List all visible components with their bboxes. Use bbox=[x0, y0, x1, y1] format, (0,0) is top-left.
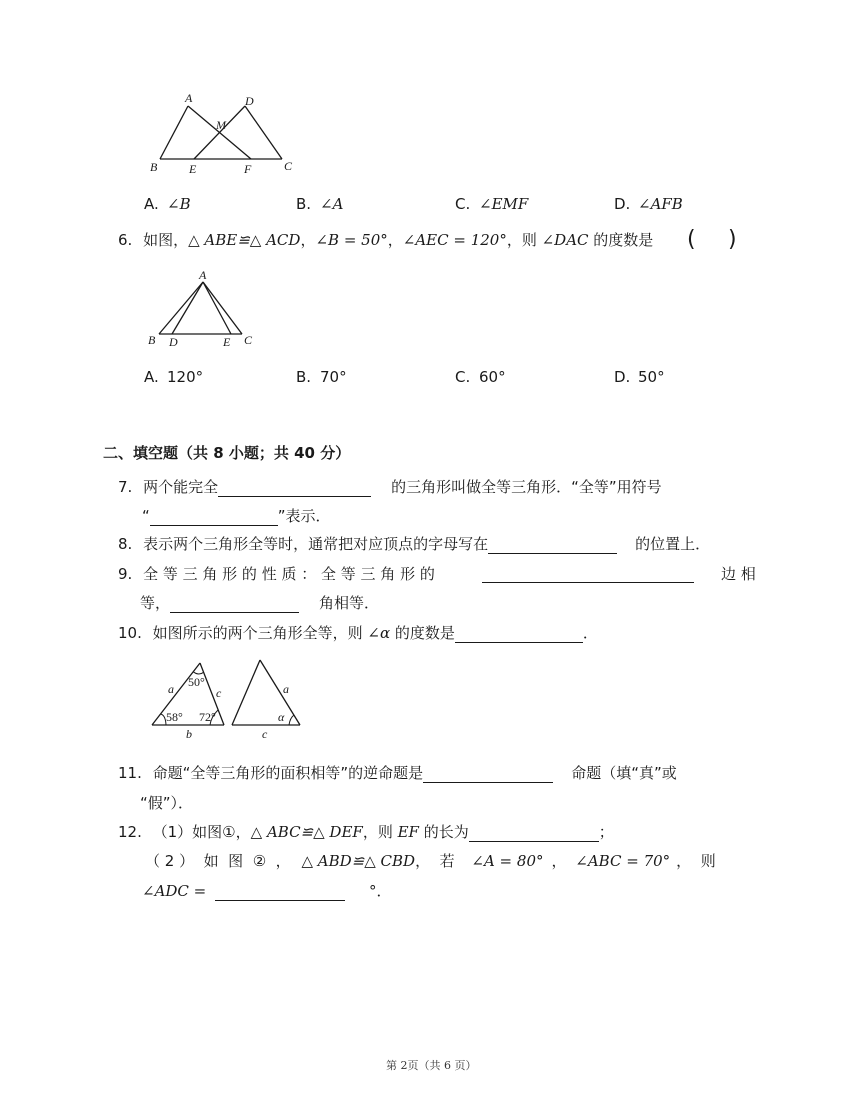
q6-label-e: E bbox=[223, 335, 231, 349]
q10-label-top-angle: 50° bbox=[188, 675, 205, 689]
q11-line-1 bbox=[118, 763, 677, 783]
q5-label-e: E bbox=[189, 162, 197, 176]
q5-line-ed bbox=[194, 106, 245, 159]
q9-text-2: 边 相 bbox=[721, 565, 756, 583]
q10-text-2: 的度数是 bbox=[390, 624, 455, 642]
q12-line-2 bbox=[145, 851, 716, 871]
q10-left-top-arc bbox=[193, 672, 203, 674]
q8-text-1: 表示两个三角形全等时，通常把对应顶点的字母写在 bbox=[143, 535, 489, 553]
q12-text-2c: ， 若 bbox=[415, 852, 455, 870]
q6-label-d: D bbox=[169, 335, 178, 349]
q10-alpha-angle: ∠α bbox=[367, 624, 391, 642]
q6-line-ae bbox=[203, 282, 231, 334]
q12-text-1c: ，则 bbox=[362, 823, 398, 841]
q7-text-1: 两个能完全 bbox=[143, 478, 219, 496]
q11-text-2: 命题（填“真”或 bbox=[571, 764, 677, 782]
q10-label-a-right: a bbox=[283, 682, 289, 696]
page-footer: 第 2页（共 6 页） bbox=[386, 1059, 477, 1072]
section-2-title: 二、填空题（共 8 小题；共 40 分） bbox=[103, 444, 351, 462]
q6-line-ad bbox=[172, 282, 203, 334]
q6-label-a: A bbox=[199, 268, 207, 282]
q6-option-d-text: 50° bbox=[638, 368, 665, 386]
q5-option-a-letter: A. bbox=[144, 195, 159, 213]
q9-line-1 bbox=[118, 564, 435, 584]
q11-text-1: 命题“全等三角形的面积相等”的逆命题是 bbox=[152, 764, 424, 782]
q6-option-c-letter: C. bbox=[455, 368, 471, 386]
q7-line-1 bbox=[118, 477, 662, 497]
q12-text-1a: （1）如图①， bbox=[152, 823, 251, 841]
q6-line-ba bbox=[159, 282, 203, 334]
q7-blank-1[interactable] bbox=[218, 480, 371, 497]
q5-line-ba bbox=[160, 106, 188, 159]
q10-text-1: 如图所示的两个三角形全等，则 bbox=[152, 624, 368, 642]
q8-text-2: 的位置上． bbox=[635, 535, 711, 553]
q12-angle-adc: ∠ADC = bbox=[142, 882, 212, 900]
q6-option-d-letter: D. bbox=[614, 368, 631, 386]
q9-blank-1[interactable] bbox=[482, 566, 694, 583]
q12-text-1f: ； bbox=[598, 823, 614, 841]
q11-blank[interactable] bbox=[423, 766, 553, 783]
q12-angle-abc: ∠ABC = 70° bbox=[575, 852, 671, 870]
q5-figure bbox=[140, 90, 300, 180]
q6-condition-angle-aec: ∠AEC = 120° bbox=[402, 231, 507, 249]
q6-stem bbox=[118, 230, 653, 250]
q6-sep-2: ， bbox=[387, 231, 403, 249]
q6-mid: ，则 bbox=[506, 231, 542, 249]
q9-number: 9. bbox=[118, 565, 133, 583]
q7-text-2: 的三角形叫做全等三角形．“全等”用符号 bbox=[391, 478, 662, 496]
q12-angle-a: ∠A = 80° bbox=[471, 852, 544, 870]
q5-option-c-text: ∠EMF bbox=[479, 195, 529, 213]
q8-blank[interactable] bbox=[488, 537, 617, 554]
q7-text-4: ”表示． bbox=[277, 507, 331, 525]
q12-text-3b: °． bbox=[369, 882, 392, 900]
q5-label-a: A bbox=[185, 91, 193, 105]
q6-number: 6. bbox=[118, 231, 133, 249]
q10-alpha-arc bbox=[289, 715, 294, 725]
q6-option-c-text: 60° bbox=[479, 368, 506, 386]
q12-line-3 bbox=[142, 881, 392, 901]
q7-line-2 bbox=[142, 506, 331, 526]
q12-blank-1[interactable] bbox=[469, 825, 599, 842]
q6-figure bbox=[140, 268, 260, 352]
q12-number: 12. bbox=[118, 823, 142, 841]
q10-label-right-angle: 72° bbox=[199, 710, 216, 724]
q6-label-b: B bbox=[148, 333, 156, 347]
q5-option-c-letter: C. bbox=[455, 195, 471, 213]
q5-option-a-text: ∠B bbox=[167, 195, 191, 213]
q9-text-1: 全 等 三 角 形 的 性 质 ： 全 等 三 角 形 的 bbox=[143, 565, 435, 583]
q10-label-left-angle: 58° bbox=[166, 710, 183, 724]
q6-answer-paren-close: ) bbox=[728, 227, 737, 252]
q6-suffix: 的度数是 bbox=[588, 231, 654, 249]
q11-text-3: “假”）． bbox=[140, 794, 194, 812]
q9-text-4: 角相等． bbox=[319, 594, 380, 612]
q5-line-dc bbox=[245, 106, 282, 159]
q10-right-side-left bbox=[232, 660, 260, 725]
q7-blank-2[interactable] bbox=[150, 509, 278, 526]
q7-text-3: “ bbox=[142, 507, 150, 525]
q12-text-1e: 的长为 bbox=[418, 823, 469, 841]
q11-number: 11. bbox=[118, 764, 142, 782]
q5-label-c: C bbox=[284, 159, 293, 173]
q10-number: 10. bbox=[118, 624, 142, 642]
q10-label-b-left: b bbox=[186, 727, 192, 741]
q9-line-2 bbox=[140, 593, 379, 613]
q5-label-d: D bbox=[245, 94, 254, 108]
q12-text-2a: （ 2 ） 如 图 ② ， bbox=[145, 852, 291, 870]
q8-number: 8. bbox=[118, 535, 133, 553]
q9-blank-2[interactable] bbox=[170, 596, 299, 613]
q6-option-b-text: 70° bbox=[320, 368, 347, 386]
q12-text-2e: ， bbox=[551, 852, 567, 870]
q6-answer-paren-open: ( bbox=[687, 227, 696, 252]
q6-condition-congruent: △ ABE≌△ ACD bbox=[188, 231, 301, 249]
q6-sep-1: ， bbox=[300, 231, 316, 249]
q5-option-b-text: ∠A bbox=[320, 195, 344, 213]
q6-option-b-letter: B. bbox=[296, 368, 312, 386]
q12-line-1 bbox=[118, 822, 614, 842]
q5-option-d-text: ∠AFB bbox=[638, 195, 683, 213]
q10-text-3: ． bbox=[582, 624, 598, 642]
q10-line bbox=[118, 623, 598, 643]
q5-label-f: F bbox=[244, 162, 252, 176]
q5-label-m: M bbox=[216, 118, 226, 132]
q12-text-2g: ， 则 bbox=[676, 852, 716, 870]
q10-label-a-left: a bbox=[168, 682, 174, 696]
q8-line bbox=[118, 534, 710, 554]
q5-option-b-letter: B. bbox=[296, 195, 312, 213]
q10-label-c-right: c bbox=[262, 727, 268, 741]
q12-segment-ef: EF bbox=[397, 823, 419, 841]
q12-blank-2[interactable] bbox=[215, 884, 345, 901]
q10-figure bbox=[148, 655, 308, 741]
q6-prefix: 如图， bbox=[143, 231, 189, 249]
q6-target-angle: ∠DAC bbox=[541, 231, 589, 249]
q10-label-alpha: α bbox=[278, 710, 285, 724]
q10-blank[interactable] bbox=[455, 626, 583, 643]
q6-option-a-text: 120° bbox=[167, 368, 204, 386]
q6-option-a-letter: A. bbox=[144, 368, 159, 386]
q6-label-c: C bbox=[244, 333, 253, 347]
q5-label-b: B bbox=[150, 160, 158, 174]
q7-number: 7. bbox=[118, 478, 133, 496]
q5-option-d-letter: D. bbox=[614, 195, 631, 213]
q6-line-ac bbox=[203, 282, 242, 334]
q9-text-3: 等， bbox=[140, 594, 171, 612]
q12-congruence-2: △ ABD≌△ CBD bbox=[301, 852, 416, 870]
q10-label-c-left: c bbox=[216, 686, 222, 700]
q6-condition-angle-b: ∠B = 50° bbox=[315, 231, 388, 249]
q12-congruence-1: △ ABC≌△ DEF bbox=[250, 823, 363, 841]
